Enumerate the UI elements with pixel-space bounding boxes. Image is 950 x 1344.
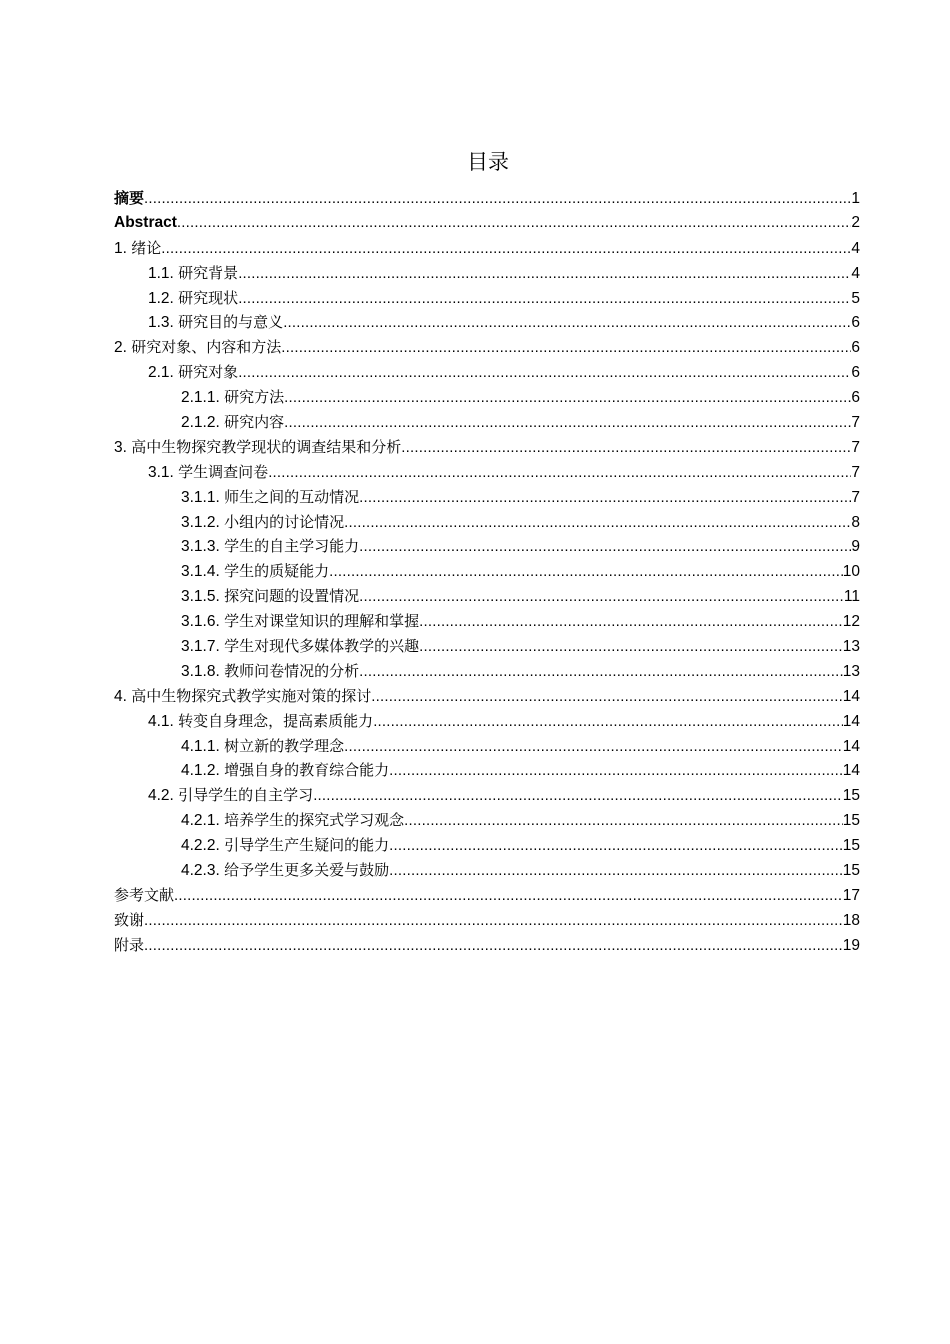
toc-entry[interactable] [114, 783, 860, 808]
toc-entry-text: 培养学生的探究式学习观念 [224, 811, 405, 830]
toc-entry-number: 3.1.8. [181, 662, 225, 680]
toc-entry-page-number: 9 [851, 538, 860, 556]
toc-entry-number: 2. [114, 339, 132, 357]
toc-entry[interactable] [114, 360, 860, 385]
toc-entry-text: 参考文献 [114, 885, 175, 904]
toc-entry-page-number: 1 [851, 190, 860, 207]
toc-entry-number: 3.1.7. [181, 638, 225, 656]
toc-entry-label [114, 684, 371, 709]
toc-entry[interactable] [114, 261, 860, 286]
dot-leader [281, 336, 851, 360]
dot-leader [359, 486, 851, 510]
dot-leader [144, 934, 843, 958]
toc-entry-number: 3.1.5. [181, 588, 225, 606]
toc-entry-label [114, 186, 144, 211]
toc-entry[interactable] [114, 584, 860, 609]
toc-entry-number: 4.2. [148, 787, 179, 805]
toc-entry-page-number: 15 [842, 837, 860, 855]
toc-entry-label [181, 659, 359, 684]
dot-leader [389, 759, 843, 783]
toc-entry-number: 3.1.2. [181, 513, 225, 531]
toc-entry-number: 1.1. [148, 264, 179, 282]
toc-entry-label [148, 783, 313, 808]
toc-entry[interactable] [114, 186, 860, 211]
toc-entry-text: 摘要 [114, 189, 145, 207]
toc-entry-label [148, 360, 238, 385]
toc-entry-page-number: 17 [842, 886, 860, 904]
toc-entry-text: 树立新的教学理念 [224, 736, 345, 755]
toc-entry-label [148, 261, 238, 286]
toc-entry-number: 4.1. [148, 712, 179, 730]
toc-entry[interactable] [114, 385, 860, 410]
toc-entry-text: 教师问卷情况的分析 [224, 661, 360, 680]
toc-entry-text: 小组内的讨论情况 [224, 512, 345, 531]
toc-entry-page-number: 13 [842, 662, 860, 680]
toc-entry-label [114, 236, 161, 261]
toc-entry-label [181, 485, 359, 510]
dot-leader [344, 511, 851, 535]
dot-leader [404, 809, 843, 833]
dot-leader [359, 660, 843, 684]
toc-entry-text: 研究对象 [178, 363, 239, 382]
dot-leader [268, 461, 851, 485]
dot-leader [373, 710, 843, 734]
toc-entry-number: 4.2.2. [181, 837, 225, 855]
dot-leader [174, 884, 843, 908]
toc-entry[interactable] [114, 933, 860, 958]
toc-entry-label [181, 385, 284, 410]
toc-entry[interactable] [114, 709, 860, 734]
toc-entry-label [114, 211, 177, 236]
toc-entry[interactable] [114, 808, 860, 833]
dot-leader [389, 834, 843, 858]
dot-leader [283, 311, 851, 335]
toc-entry[interactable] [114, 485, 860, 510]
toc-entry[interactable] [114, 684, 860, 709]
toc-entry-text: 探究问题的设置情况 [224, 587, 360, 606]
toc-entry-number: 3.1.6. [181, 613, 225, 631]
toc-entry[interactable] [114, 335, 860, 360]
toc-entry-page-number: 13 [842, 638, 860, 656]
dot-leader [419, 635, 843, 659]
toc-entry-page-number: 7 [851, 414, 860, 432]
toc-entry-page-number: 14 [842, 712, 860, 730]
dot-leader [177, 211, 851, 236]
toc-entry-label [181, 410, 284, 435]
toc-entry-label [181, 634, 419, 659]
toc-entry-page-number: 15 [842, 787, 860, 805]
toc-entry-page-number: 7 [851, 438, 860, 456]
dot-leader [313, 784, 843, 808]
toc-entry[interactable] [114, 858, 860, 883]
dot-leader [161, 237, 851, 261]
toc-entry-number: 3.1. [148, 463, 179, 481]
toc-entry[interactable] [114, 734, 860, 759]
toc-entry-number: 3.1.1. [181, 488, 225, 506]
toc-entry-text: 研究目的与意义 [178, 313, 284, 332]
toc-entry-label [181, 758, 389, 783]
toc-entry-label [181, 609, 419, 634]
toc-entry-page-number: 10 [842, 563, 860, 581]
toc-entry-label [181, 858, 389, 883]
toc-entry-page-number: 6 [851, 339, 860, 357]
toc-entry-text: 研究对象、内容和方法 [131, 338, 282, 357]
toc-entry[interactable] [114, 659, 860, 684]
toc-entry[interactable] [114, 559, 860, 584]
toc-entry[interactable] [114, 460, 860, 485]
toc-entry-text: Abstract [114, 213, 177, 231]
dot-leader [238, 262, 851, 286]
dot-leader [359, 585, 844, 609]
toc-entry-label [114, 908, 144, 933]
toc-entry-text: 高中生物探究教学现状的调查结果和分析 [131, 437, 402, 456]
toc-entry-page-number: 2 [851, 213, 860, 231]
toc-entry[interactable] [114, 634, 860, 659]
toc-entry-number: 3.1.4. [181, 563, 225, 581]
toc-entry-text: 引导学生的自主学习 [178, 786, 314, 805]
dot-leader [359, 535, 851, 559]
toc-entry[interactable] [114, 435, 860, 460]
toc-entry-number: 1. [114, 239, 132, 257]
toc-entry-label [181, 808, 404, 833]
toc-entry-text: 研究现状 [178, 288, 239, 307]
toc-title: 目录 [467, 150, 509, 174]
toc-entry[interactable] [114, 410, 860, 435]
toc-entry-text: 给予学生更多关爱与鼓励 [224, 861, 390, 880]
toc-entry-label [114, 435, 401, 460]
toc-entry-number: 4. [114, 687, 132, 705]
toc-entry-page-number: 4 [851, 239, 860, 257]
toc-entry[interactable] [114, 310, 860, 335]
toc-entry-page-number: 7 [851, 463, 860, 481]
dot-leader [238, 287, 851, 311]
dot-leader [238, 361, 851, 385]
table-of-contents [114, 186, 860, 958]
toc-entry-text: 增强自身的教育综合能力 [224, 761, 390, 780]
toc-entry[interactable] [114, 211, 860, 236]
toc-entry-page-number: 18 [842, 911, 860, 929]
toc-entry[interactable] [114, 908, 860, 933]
toc-entry-text: 高中生物探究式教学实施对策的探讨 [131, 686, 372, 705]
toc-entry-page-number: 7 [851, 488, 860, 506]
toc-entry-number: 4.2.1. [181, 812, 225, 830]
dot-leader [284, 386, 851, 410]
toc-entry-page-number: 15 [842, 812, 860, 830]
toc-entry[interactable] [114, 833, 860, 858]
toc-entry-label [181, 734, 344, 759]
toc-entry-page-number: 5 [851, 289, 860, 307]
toc-entry-label [148, 709, 373, 734]
dot-leader [284, 411, 851, 435]
toc-entry-text: 学生的自主学习能力 [224, 537, 360, 556]
toc-entry-page-number: 6 [851, 364, 860, 382]
toc-entry-text: 师生之间的互动情况 [224, 487, 360, 506]
toc-entry-text: 致谢 [114, 910, 145, 929]
toc-entry[interactable] [114, 236, 860, 261]
toc-entry[interactable] [114, 286, 860, 311]
toc-entry-number: 4.2.3. [181, 862, 225, 880]
toc-entry-label [181, 559, 329, 584]
toc-entry-text: 附录 [114, 935, 145, 954]
dot-leader [401, 436, 851, 460]
toc-entry-text: 学生对课堂知识的理解和掌握 [224, 612, 420, 631]
toc-entry-text: 绪论 [131, 238, 162, 257]
toc-entry-text: 研究背景 [178, 263, 239, 282]
toc-entry-page-number: 14 [842, 762, 860, 780]
toc-entry-text: 学生调查问卷 [178, 462, 269, 481]
toc-entry-page-number: 8 [851, 513, 860, 531]
dot-leader [389, 859, 843, 883]
toc-entry-label [181, 584, 359, 609]
toc-entry-text: 学生的质疑能力 [224, 562, 330, 581]
toc-entry-page-number: 11 [843, 588, 860, 606]
toc-entry-label [181, 833, 389, 858]
dot-leader [329, 560, 843, 584]
toc-entry-page-number: 14 [842, 687, 860, 705]
toc-entry-text: 转变自身理念，提高素质能力 [178, 711, 374, 730]
toc-entry-page-number: 15 [842, 862, 860, 880]
toc-entry-label [148, 310, 283, 335]
toc-entry-label [114, 335, 281, 360]
toc-entry-page-number: 14 [842, 737, 860, 755]
dot-leader [371, 685, 843, 709]
dot-leader [344, 735, 843, 759]
toc-entry-page-number: 6 [851, 389, 860, 407]
toc-entry-number: 4.1.2. [181, 762, 225, 780]
toc-entry-page-number: 6 [851, 314, 860, 332]
toc-entry-label [181, 510, 344, 535]
toc-entry-label [148, 286, 238, 311]
toc-entry-page-number: 19 [842, 936, 860, 954]
dot-leader [419, 610, 843, 634]
toc-entry[interactable] [114, 534, 860, 559]
toc-entry-page-number: 12 [842, 613, 860, 631]
toc-entry-label [114, 883, 174, 908]
dot-leader [144, 187, 851, 211]
toc-entry[interactable] [114, 883, 860, 908]
toc-entry-number: 3. [114, 438, 132, 456]
toc-entry-page-number: 4 [851, 264, 860, 282]
toc-entry-number: 2.1. [148, 364, 179, 382]
toc-entry-label [181, 534, 359, 559]
toc-entry-number: 3.1.3. [181, 538, 225, 556]
toc-entry-text: 研究方法 [224, 388, 285, 407]
toc-entry-label [148, 460, 268, 485]
toc-entry-number: 4.1.1. [181, 737, 225, 755]
toc-entry-text: 学生对现代多媒体教学的兴趣 [224, 637, 420, 656]
dot-leader [144, 909, 843, 933]
toc-entry[interactable] [114, 758, 860, 783]
toc-entry-number: 1.2. [148, 289, 179, 307]
toc-entry-label [114, 933, 144, 958]
toc-entry-text: 研究内容 [224, 413, 285, 432]
toc-entry-text: 引导学生产生疑问的能力 [224, 836, 390, 855]
toc-entry-number: 2.1.1. [181, 389, 225, 407]
toc-entry-number: 1.3. [148, 314, 179, 332]
toc-entry[interactable] [114, 510, 860, 535]
toc-entry-number: 2.1.2. [181, 414, 225, 432]
toc-entry[interactable] [114, 609, 860, 634]
